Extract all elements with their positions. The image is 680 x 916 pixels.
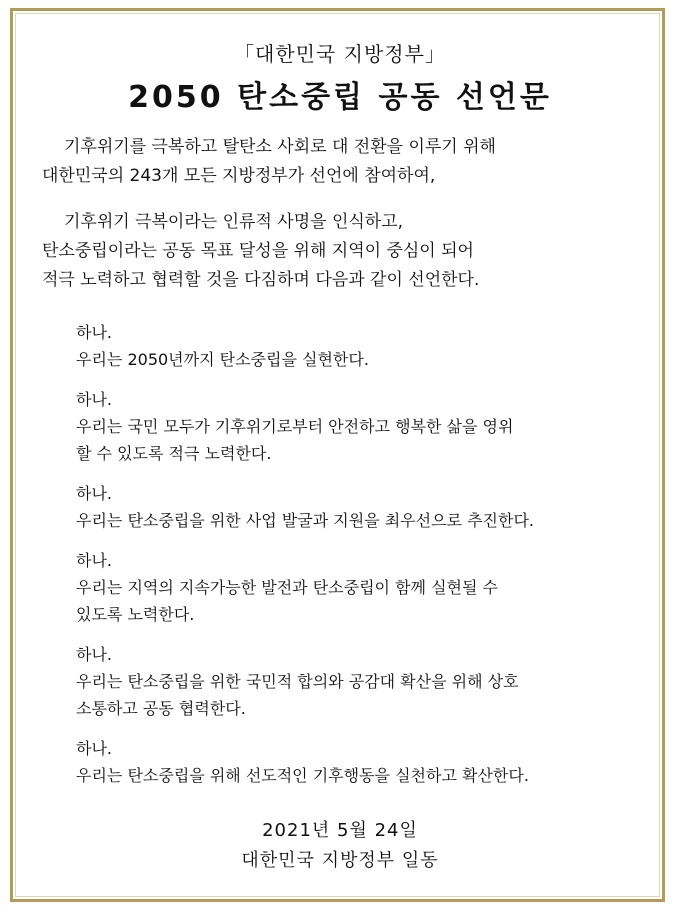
resolution-text (76, 762, 648, 789)
preamble-paragraph-1 (42, 133, 646, 191)
resolution-line: 있도록 노력한다. (76, 605, 195, 624)
declaration-subtitle: 「대한민국 지방정부」 (234, 42, 446, 66)
resolution-item (76, 481, 648, 534)
preamble-line: 대한민국의 243개 모든 지방정부가 선언에 참여하여, (42, 166, 436, 186)
preamble-line: 기후위기 극복이라는 인류적 사명을 인식하고, (64, 212, 404, 232)
resolution-item (76, 548, 648, 628)
resolution-list (76, 320, 648, 803)
resolution-line: 우리는 2050년까지 탄소중립을 실현한다. (76, 350, 369, 369)
preamble-line: 적극 노력하고 협력할 것을 다짐하며 다음과 같이 선언한다. (42, 270, 480, 290)
resolution-item (76, 387, 648, 467)
resolution-line: 우리는 탄소중립을 위한 국민적 합의와 공감대 확산을 위해 상호 (76, 672, 519, 691)
resolution-heading: 하나. (76, 484, 112, 503)
preamble-line: 기후위기를 극복하고 탈탄소 사회로 대 전환을 이루기 위해 (64, 137, 496, 157)
declaration-title: 2050 탄소중립 공동 선언문 (128, 80, 552, 115)
resolution-line: 우리는 탄소중립을 위해 선도적인 기후행동을 실천하고 확산한다. (76, 766, 529, 785)
preamble-line: 탄소중립이라는 공동 목표 달성을 위해 지역이 중심이 되어 (42, 241, 474, 261)
resolution-item (76, 642, 648, 722)
resolution-line: 우리는 탄소중립을 위한 사업 발굴과 지원을 최우선으로 추진한다. (76, 511, 535, 530)
resolution-text (76, 413, 648, 467)
resolution-line: 우리는 국민 모두가 기후위기로부터 안전하고 행복한 삶을 영위 (76, 417, 514, 436)
resolution-item (76, 736, 648, 789)
resolution-line: 할 수 있도록 적극 노력한다. (76, 444, 272, 463)
resolution-text (76, 574, 648, 628)
preamble-paragraph-2 (42, 208, 646, 295)
resolution-line: 소통하고 공동 협력한다. (76, 699, 246, 718)
resolution-heading: 하나. (76, 551, 112, 570)
resolution-text (76, 346, 648, 373)
resolution-heading: 하나. (76, 390, 112, 409)
resolution-item (76, 320, 648, 373)
resolution-text (76, 507, 648, 534)
resolution-heading: 하나. (76, 739, 112, 758)
resolution-line: 우리는 지역의 지속가능한 발전과 탄소중립이 함께 실현될 수 (76, 578, 499, 597)
resolution-text (76, 668, 648, 722)
resolution-heading: 하나. (76, 645, 112, 664)
resolution-heading: 하나. (76, 323, 112, 342)
declaration-date: 2021년 5월 24일 (262, 820, 418, 841)
declaration-signature: 대한민국 지방정부 일동 (241, 850, 439, 871)
